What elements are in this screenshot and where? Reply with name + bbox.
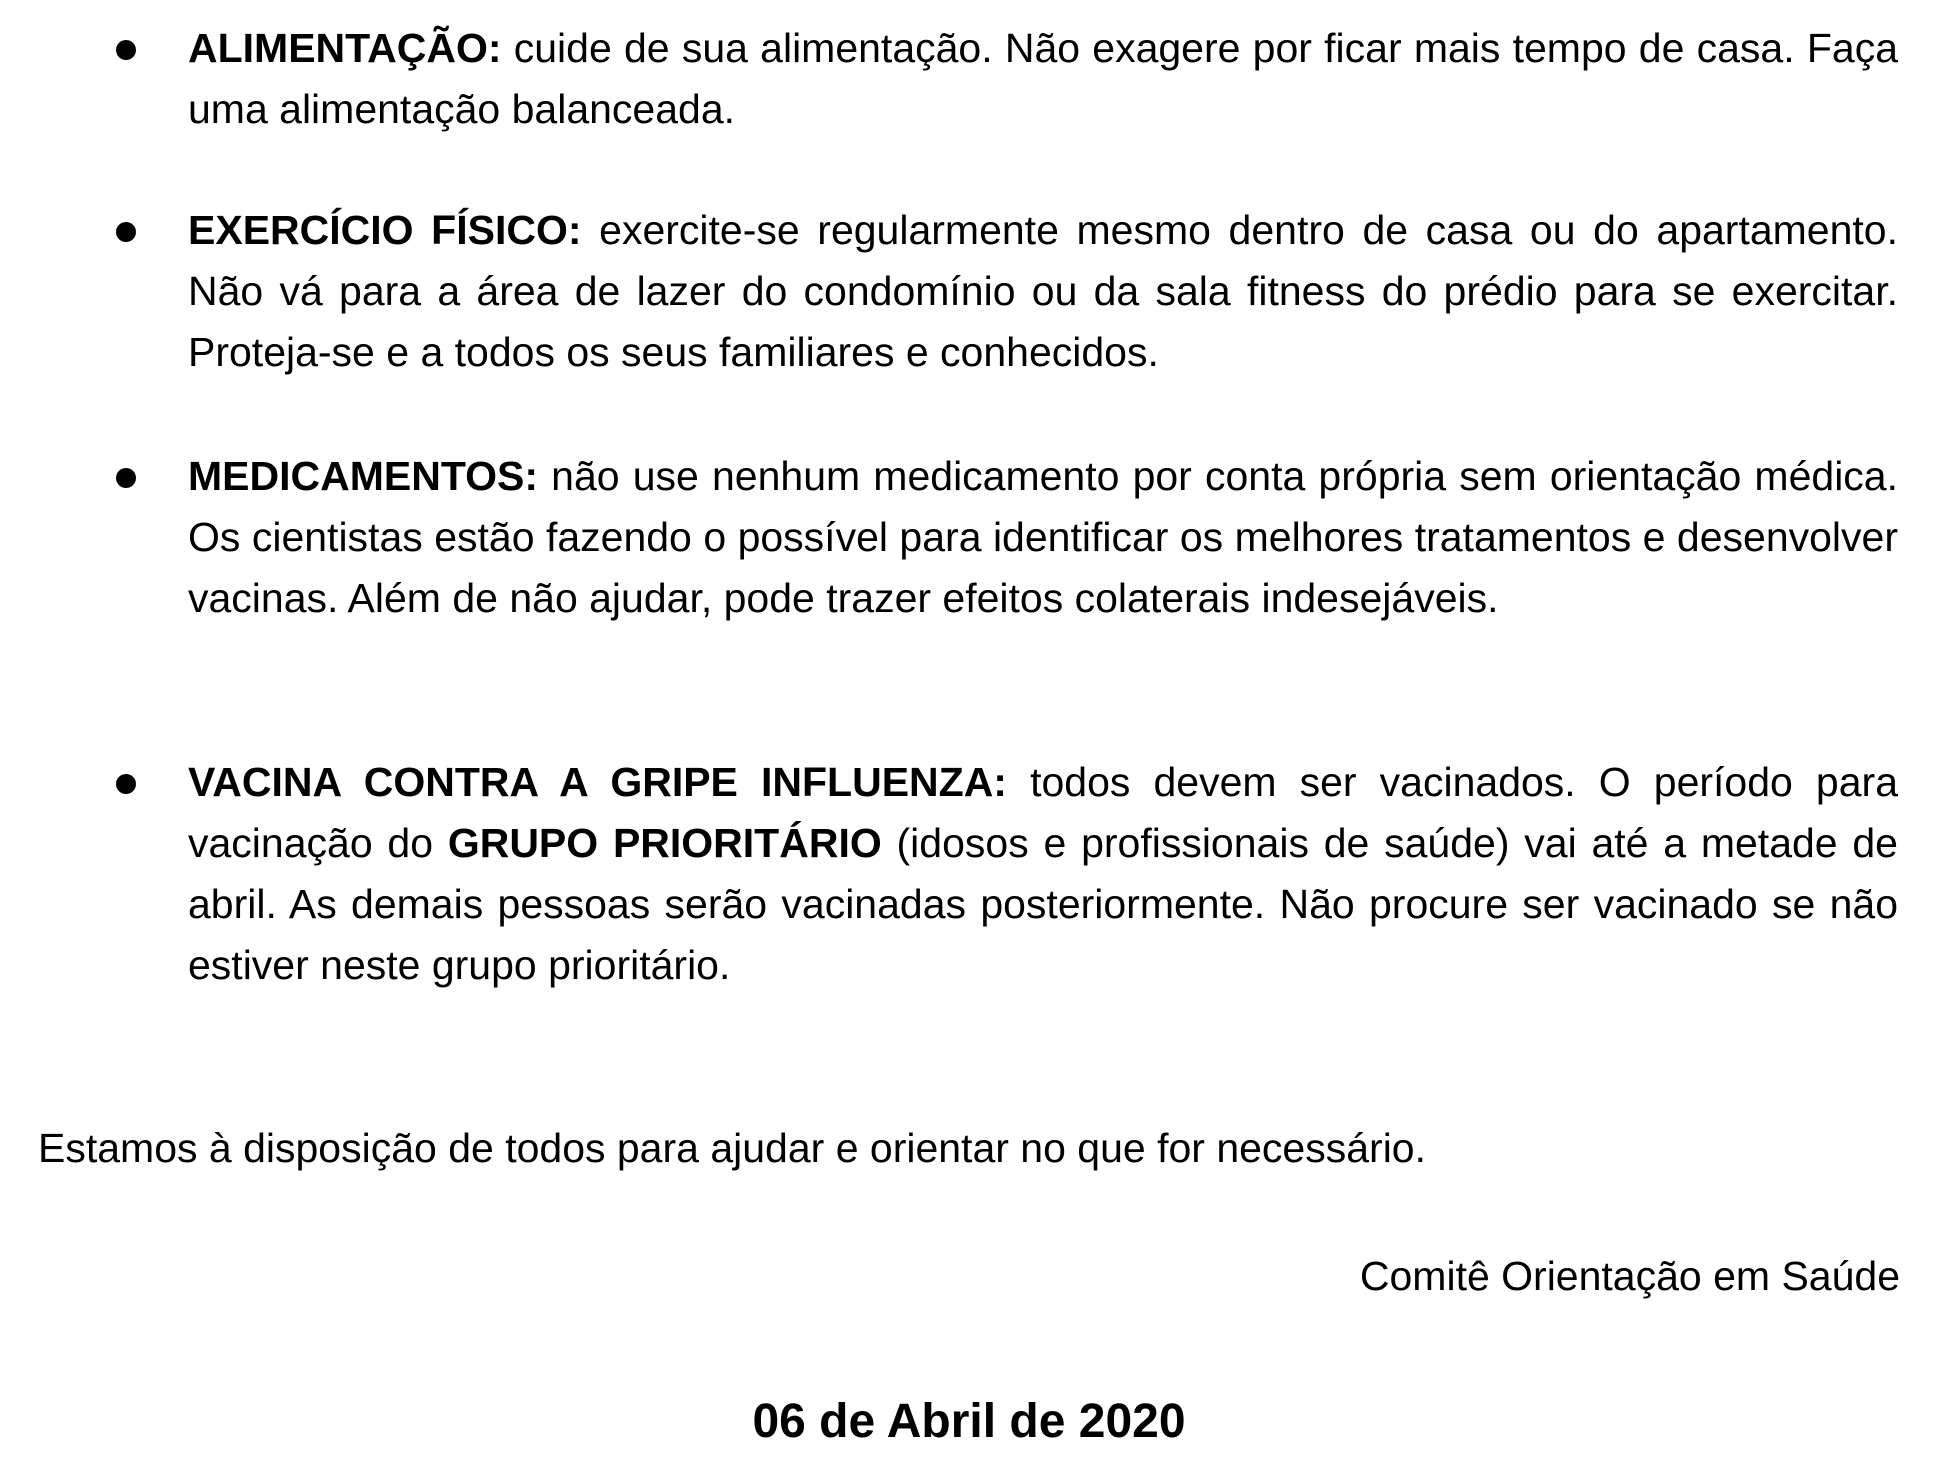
closing-sentence: Estamos à disposição de todos para ajudar e orientar no que for necessário. (38, 1125, 1426, 1171)
item-heading: EXERCÍCIO FÍSICO: (188, 207, 582, 253)
signature: Comitê Orientação em Saúde (1359, 1253, 1900, 1299)
list-item-alimentacao (188, 18, 1898, 140)
list-item-exercicio (188, 200, 1898, 383)
document-date: 06 de Abril de 2020 (752, 1395, 1186, 1448)
list-item-medicamentos (188, 446, 1898, 629)
bullet-icon (116, 774, 136, 794)
item-text: todos devem ser vacinados. O período para vacinação do (188, 759, 1898, 866)
item-text: não use nenhum medicamento por conta própria sem orientação médica. Os cientistas estão fazendo o possível para identificar os melhores tratamentos e desenvolver vacinas. Além de não ajudar, pode trazer efeitos colaterais indesejáveis. (188, 453, 1898, 621)
bullet-icon (116, 40, 136, 60)
item-text: (idosos e profissionais de saúde) vai até a metade de abril. As demais pessoas serão vacinadas posteriormente. Não procure ser vacinado se não estiver neste grupo prioritário. (188, 820, 1898, 988)
item-text: cuide de sua alimentação. Não exagere por ficar mais tempo de casa. Faça uma alimentação balanceada. (188, 25, 1898, 132)
item-text: exercite-se regularmente mesmo dentro de casa ou do apartamento. Não vá para a área de lazer do condomínio ou da sala fitness do prédio para se exercitar. Proteja-se e a todos os seus familiares e conhecidos. (188, 207, 1898, 375)
list-item-vacina (188, 752, 1898, 996)
bullet-icon (116, 468, 136, 488)
item-heading: MEDICAMENTOS: (188, 453, 539, 499)
item-heading: ALIMENTAÇÃO: (188, 25, 502, 71)
item-emphasis: GRUPO PRIORITÁRIO (447, 820, 882, 866)
bullet-icon (116, 222, 136, 242)
item-heading: VACINA CONTRA A GRIPE INFLUENZA: (188, 759, 1007, 805)
